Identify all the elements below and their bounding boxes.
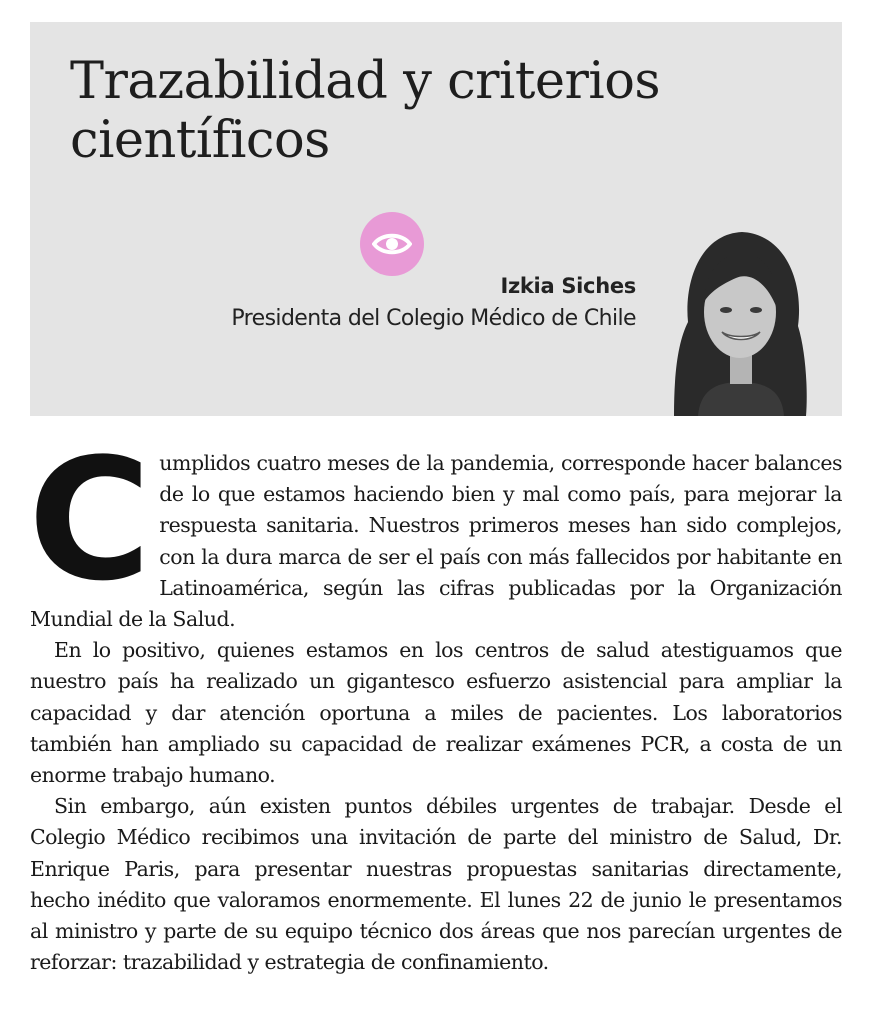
author-role: Presidenta del Colegio Médico de Chile xyxy=(231,306,636,331)
paragraph-1: umplidos cuatro meses de la pandemia, corresponde hacer balances de lo que estamos haciendo bien y mal como país, para mejorar la respuesta sanitaria. Nuestros primeros meses han sido complejos, con la dura marca de ser el país con más fallecidos por habitante en Latinoamérica, según las cifras publicadas por la Organización Mundial de la Salud. xyxy=(30,451,842,632)
author-name: Izkia Siches xyxy=(500,274,636,298)
eye-icon xyxy=(360,212,424,276)
author-portrait xyxy=(670,222,810,416)
headline: Trazabilidad y criterios científicos xyxy=(70,52,661,170)
article-body xyxy=(28,422,842,978)
paragraph-2: En lo positivo, quienes estamos en los centros de salud atestiguamos que nuestro país ha realizado un gigantesco esfuerzo asistencial para ampliar la capacidad y dar atención oportuna a miles de pacientes. Los laboratorios también han ampliado su capacidad de realizar exámenes PCR, a costa de un enorme trabajo humano. xyxy=(30,638,842,788)
header-panel xyxy=(30,22,842,416)
drop-cap: C xyxy=(28,422,152,618)
paragraph-3: Sin embargo, aún existen puntos débiles urgentes de trabajar. Desde el Colegio Médico recibimos una invitación de parte del ministro de Salud, Dr. Enrique Paris, para presentar nuestras propuestas sanitarias directamente, hecho inédito que valoramos enormemente. El lunes 22 de junio le presentamos al ministro y parte de su equipo técnico dos áreas que nos parecían urgentes de reforzar: trazabilidad y estrategia de confinamiento. xyxy=(30,794,842,975)
